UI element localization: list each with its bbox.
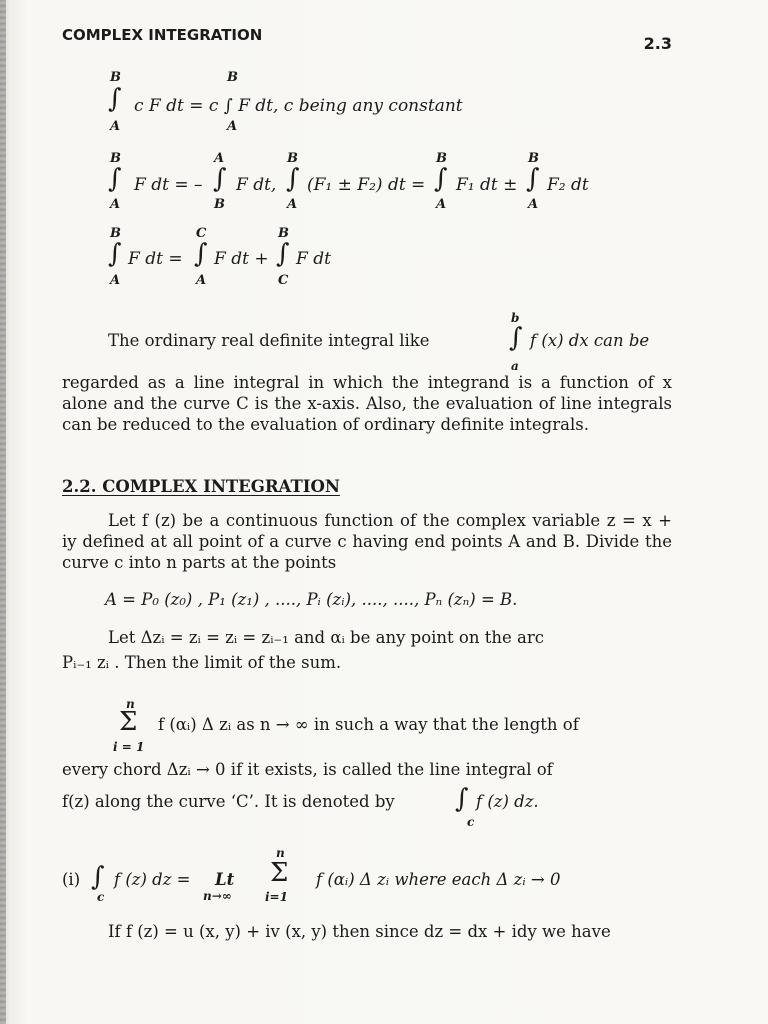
sum-limit: i = 1 xyxy=(113,740,145,754)
limit: B xyxy=(278,226,289,241)
page-header xyxy=(62,26,672,53)
limit: A xyxy=(110,197,121,212)
integral-sign: ∫ xyxy=(509,323,523,353)
limit: B xyxy=(528,151,539,166)
page-edge xyxy=(0,0,6,1024)
paragraph-line: If f (z) = u (x, y) + iv (x, y) then since dz = dx + idy we have xyxy=(108,922,611,941)
limit: C xyxy=(196,226,207,241)
running-title: COMPLEX INTEGRATION xyxy=(62,26,263,44)
integral-sign: ∫ xyxy=(455,784,469,814)
limit: b xyxy=(511,311,520,325)
paragraph-line: Let Δzᵢ = zᵢ = zᵢ = zᵢ₋₁ and αᵢ be any point on the arc xyxy=(108,628,544,647)
limit: B xyxy=(110,151,121,166)
limit: A xyxy=(227,119,238,134)
limit: A xyxy=(196,273,207,288)
limit: B xyxy=(227,70,238,85)
integral-sign: ∫ xyxy=(286,164,300,194)
limit: A xyxy=(110,119,121,134)
limit: A xyxy=(528,197,539,212)
limit: B xyxy=(287,151,298,166)
integral-sign: ∫ xyxy=(108,239,122,269)
section-heading: 2.2. COMPLEX INTEGRATION xyxy=(62,477,340,496)
limit: C xyxy=(278,273,289,288)
limit: A xyxy=(287,197,298,212)
integral-sign: ∫ xyxy=(194,239,208,269)
paragraph-body: regarded as a line integral in which the integrand is a function of x alone and the curve C is the x-axis. Also, the evaluation of line integrals can be reduced to the evaluation of ordinary definite integrals. xyxy=(62,373,672,434)
integral-sign: ∫ xyxy=(434,164,448,194)
limit: A xyxy=(436,197,447,212)
sum-symbol: Σ xyxy=(270,858,289,888)
integral-sign: ∫ xyxy=(91,862,105,892)
sum-symbol: Σ xyxy=(119,707,138,737)
paragraph-body: Let f (z) be a continuous function of the complex variable z = x + iy defined at all point of a curve c having end points A and B. Divide the curve c into n parts at the points xyxy=(62,511,672,572)
points-line: A = P₀ (z₀) , P₁ (z₁) , ...., Pᵢ (zᵢ), ...., ...., Pₙ (zₙ) = B. xyxy=(105,590,518,609)
limit: c xyxy=(97,890,105,904)
integral-sign: ∫ xyxy=(276,239,290,269)
paragraph-line: The ordinary real definite integral like xyxy=(108,331,430,350)
paragraph-line: f (x) dx can be xyxy=(530,331,650,350)
formula-text: (F₁ ± F₂) dt = xyxy=(307,175,426,195)
limit: B xyxy=(110,70,121,85)
limit-operator: Lt xyxy=(215,870,235,889)
limit: c xyxy=(467,815,475,829)
formula-text: F dt = xyxy=(128,249,183,269)
formula-text: F dt + xyxy=(214,249,269,269)
paragraph-line: f (z) dz = xyxy=(114,870,191,889)
formula-text: F dt = – xyxy=(134,175,203,195)
paragraph-line: f (z) dz. xyxy=(476,792,539,811)
item-label: (i) xyxy=(62,870,81,889)
paragraph-line: f(z) along the curve ‘C’. It is denoted by xyxy=(62,792,395,811)
limit: A xyxy=(214,151,225,166)
sum-limit: i=1 xyxy=(265,890,288,904)
limit: A xyxy=(110,273,121,288)
integral-sign: ∫ xyxy=(526,164,540,194)
sum-limit: n xyxy=(276,846,285,860)
formula-text: F₂ dt xyxy=(547,175,589,195)
limit: B xyxy=(214,197,225,212)
page-number: 2.3 xyxy=(643,34,672,53)
paragraph-line: f (αᵢ) Δ zᵢ where each Δ zᵢ → 0 xyxy=(316,870,561,889)
paragraph-line: f (αᵢ) Δ zᵢ as n → ∞ in such a way that the length of xyxy=(158,715,579,734)
integral-sign: ∫ xyxy=(108,84,122,114)
limit: a xyxy=(511,359,519,373)
limit: B xyxy=(436,151,447,166)
formula-text: F dt xyxy=(296,249,331,269)
sum-limit: n xyxy=(126,697,135,711)
limit-subscript: n→∞ xyxy=(203,889,232,903)
paragraph-line: Pᵢ₋₁ zᵢ . Then the limit of the sum. xyxy=(62,653,342,672)
formula-text: c F dt = c ∫ F dt, c being any constant xyxy=(134,96,463,116)
formula-text: F₁ dt ± xyxy=(456,175,518,195)
formula-text: F dt, xyxy=(236,175,277,195)
integral-sign: ∫ xyxy=(108,164,122,194)
limit: B xyxy=(110,226,121,241)
paragraph-line: every chord Δzᵢ → 0 if it exists, is called the line integral of xyxy=(62,760,553,779)
integral-sign: ∫ xyxy=(213,164,227,194)
